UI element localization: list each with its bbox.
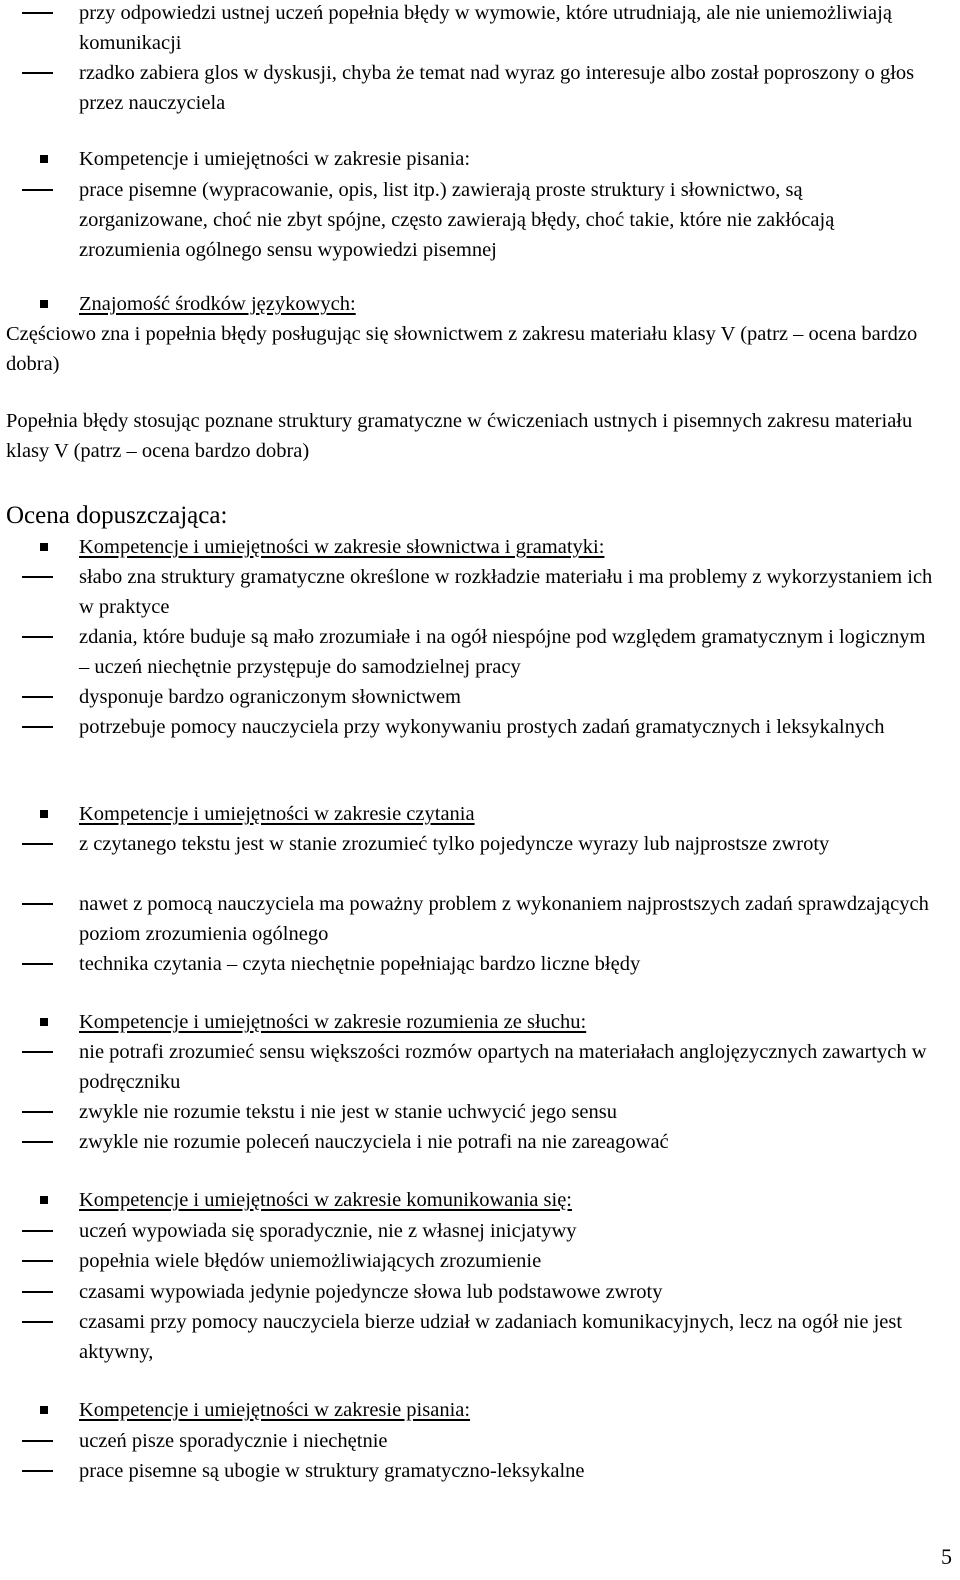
paragraph: Częściowo zna i popełnia błędy posługując się słownictwem z zakresu materiału klasy V (patrz – ocena bardzo dobra) [6,323,918,375]
dash-bullet-icon [22,963,53,965]
section-heading-text: Kompetencje i umiejętności w zakresie czytania [79,803,475,825]
section-heading-text: Kompetencje i umiejętności w zakresie komunikowania się: [79,1189,572,1211]
list-item-text: uczeń wypowiada się sporadycznie, nie z własnej inicjatywy [79,1220,577,1242]
section-heading-text: Kompetencje i umiejętności w zakresie rozumienia ze słuchu: [79,1011,587,1033]
square-bullet-icon [40,155,48,163]
list-item-text: czasami przy pomocy nauczyciela bierze udział w zadaniach komunikacyjnych, lecz na ogół nie jest aktywny, [79,1311,903,1363]
list-item-text: zwykle nie rozumie poleceń nauczyciela i nie potrafi na nie zareagować [79,1131,669,1153]
dash-bullet-icon [22,1051,53,1053]
dash-bullet-icon [22,726,53,728]
dash-bullet-icon [22,189,53,191]
list-item-text: nawet z pomocą nauczyciela ma poważny problem z wykonaniem najprostszych zadań sprawdzających poziom zrozumienia ogólnego [79,893,929,945]
dash-bullet-icon [22,12,53,14]
grade-title: Ocena dopuszczająca: [6,502,228,529]
section-heading-text: Kompetencje i umiejętności w zakresie pisania: [79,1399,471,1421]
dash-bullet-icon [22,1440,53,1442]
dash-bullet-icon [22,696,53,698]
square-bullet-icon [40,1196,48,1204]
dash-bullet-icon [22,1321,53,1323]
dash-bullet-icon [22,1230,53,1232]
square-bullet-icon [40,300,48,308]
section-heading-text: Kompetencje i umiejętności w zakresie słownictwa i gramatyki: [79,536,605,558]
list-item-text: nie potrafi zrozumieć sensu większości rozmów opartych na materiałach anglojęzycznych zawartych w podręczniku [79,1041,927,1093]
dash-bullet-icon [22,1141,53,1143]
dash-bullet-icon [22,1111,53,1113]
dash-bullet-icon [22,636,53,638]
dash-bullet-icon [22,72,53,74]
dash-bullet-icon [22,1260,53,1262]
section-heading-text: Kompetencje i umiejętności w zakresie pisania: [79,148,471,170]
page-number: 5 [941,1544,952,1569]
section-heading-text: Znajomość środków językowych: [79,293,356,315]
list-item-text: z czytanego tekstu jest w stanie zrozumieć tylko pojedyncze wyrazy lub najprostsze zwroty [79,833,830,855]
dash-bullet-icon [22,576,53,578]
list-item-text: przy odpowiedzi ustnej uczeń popełnia błędy w wymowie, które utrudniają, ale nie uniemożliwiają komunikacji [79,2,892,54]
square-bullet-icon [40,810,48,818]
list-item-text: czasami wypowiada jedynie pojedyncze słowa lub podstawowe zwroty [79,1281,663,1303]
dash-bullet-icon [22,903,53,905]
square-bullet-icon [40,543,48,551]
list-item-text: prace pisemne (wypracowanie, opis, list itp.) zawierają proste struktury i słownictwo, są zorganizowane, choć nie zbyt spójne, często zawierają błędy, choć takie, które nie zakłócają zrozumienia ogólnego sensu wypowiedzi pisemnej [79,179,835,261]
square-bullet-icon [40,1406,48,1414]
dash-bullet-icon [22,843,53,845]
list-item-text: prace pisemne są ubogie w struktury gramatyczno-leksykalne [79,1460,585,1482]
list-item-text: zdania, które buduje są mało zrozumiałe i na ogół niespójne pod względem gramatycznym i logicznym – uczeń niechętnie przystępuje do samodzielnej pracy [79,626,926,678]
list-item-text: zwykle nie rozumie tekstu i nie jest w stanie uchwycić jego sensu [79,1101,617,1123]
list-item-text: technika czytania – czyta niechętnie popełniając bardzo liczne błędy [79,953,641,975]
dash-bullet-icon [22,1470,53,1472]
list-item-text: słabo zna struktury gramatyczne określone w rozkładzie materiału i ma problemy z wykorzystaniem ich w praktyce [79,566,933,618]
list-item-text: popełnia wiele błędów uniemożliwiających zrozumienie [79,1250,542,1272]
list-item-text: uczeń pisze sporadycznie i niechętnie [79,1430,388,1452]
list-item-text: dysponuje bardzo ograniczonym słownictwem [79,686,462,708]
list-item-text: potrzebuje pomocy nauczyciela przy wykonywaniu prostych zadań gramatycznych i leksykalnych [79,716,885,738]
paragraph: Popełnia błędy stosując poznane struktury gramatyczne w ćwiczeniach ustnych i pisemnych zakresu materiału klasy V (patrz – ocena bardzo dobra) [6,410,913,462]
square-bullet-icon [40,1018,48,1026]
dash-bullet-icon [22,1291,53,1293]
list-item-text: rzadko zabiera glos w dyskusji, chyba że temat nad wyraz go interesuje albo został poproszony o głos przez nauczyciela [79,62,915,114]
